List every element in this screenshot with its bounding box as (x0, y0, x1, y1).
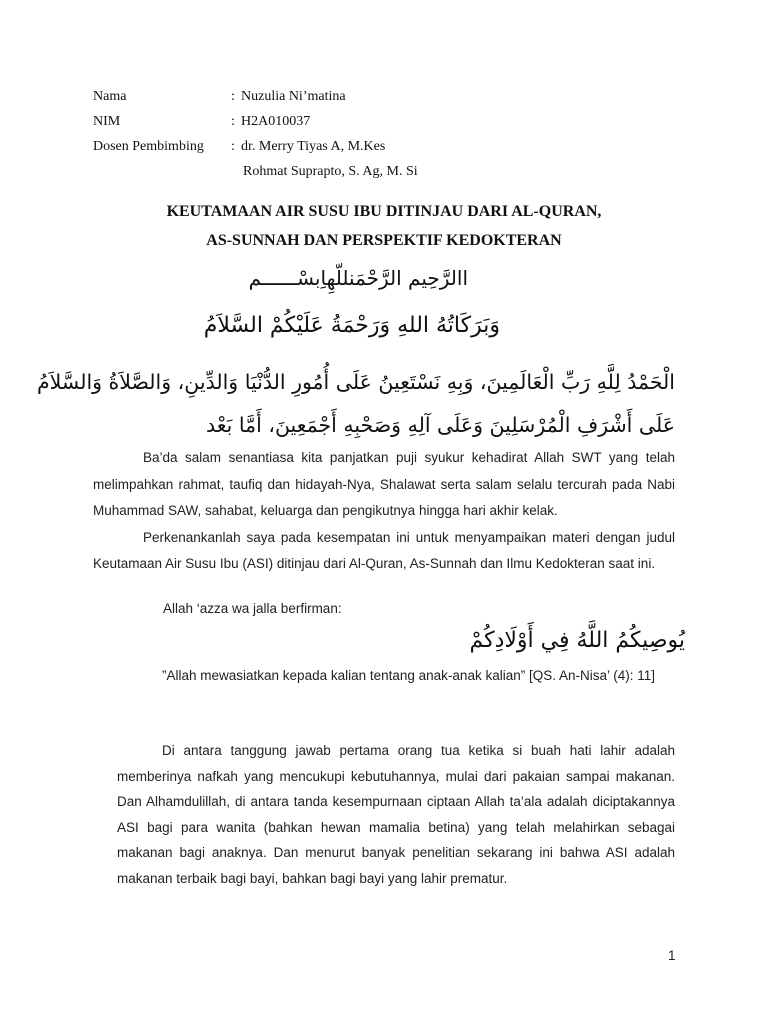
verse-translation-text: ”Allah mewasiatkan kepada kalian tentang anak-anak kalian” [QS. An-Nisa’ (4): 11] (162, 668, 656, 683)
paragraph-4 (117, 738, 675, 892)
meta-value-nama: Nuzulia Ni’matina (241, 89, 346, 104)
arabic-basmalah: االرَّحِيم الرَّحْمَنللّهِاِبسْــــــم (248, 266, 468, 290)
paragraph-4-text: Di antara tanggung jawab pertama orang tua ketika si buah hati lahir adalah memberinya nafkah yang mencukupi kebutuhannya, mulai dari pakaian sampai makanan. Dan Alhamdulillah, di antara tanda kesempurnaan ciptaan Allah ta’ala adalah diciptakannya ASI bagi para wanita (bahkan hewan mamalia betina) yang telah melahirkan sebagai makanan bagi anaknya. Dan menurut banyak penelitian sekarang ini bahwa ASI adalah makanan terbaik bagi bayi, bahkan bagi bayi yang lahir prematur. (117, 743, 675, 886)
meta-value-nim: H2A010037 (241, 114, 311, 129)
meta-sep-nama: : (231, 89, 235, 104)
title-line-2: AS-SUNNAH DAN PERSPEKTIF KEDOKTERAN (206, 232, 562, 249)
meta-sep-nim: : (231, 114, 235, 129)
meta-label-nim: NIM (93, 114, 121, 129)
paragraph-1: Ba’da salam senantiasa kita panjatkan puji syukur kehadirat Allah SWT yang telah melimpahkan rahmat, taufiq dan hidayah-Nya, Shalawat serta salam selalu tercurah pada Nabi Muhammad SAW, sahabat, keluarga dan pengikutnya hingga hari akhir kelak. (93, 450, 675, 518)
arabic-salam: وَبَرَكَاتُهُ اللهِ وَرَحْمَةُ عَلَيْكُمْ السَّلاَمُ (203, 313, 500, 338)
meta-value-dosen: dr. Merry Tiyas A, M.Kes (241, 139, 386, 154)
meta-sep-dosen: : (231, 139, 235, 154)
meta-label-nama: Nama (93, 89, 127, 104)
page-number: 1 (668, 948, 676, 963)
meta-value-dosen-2: Rohmat Suprapto, S. Ag, M. Si (243, 164, 418, 179)
paragraph-3: Allah ‘azza wa jalla berfirman: (163, 601, 342, 616)
arabic-hamdalah-1: الْحَمْدُ لِلَّهِ رَبِّ الْعَالَمِينَ، وَبِهِ نَسْتَعِينُ عَلَى أُمُورِ الدُّنْيَا وَالدِّينِ، وَالصَّلاَةُ وَالسَّلاَمُ (36, 370, 675, 394)
title-line-1: KEUTAMAAN AIR SUSU IBU DITINJAU DARI AL-QURAN, (166, 203, 602, 220)
paragraph-2: Perkenankanlah saya pada kesempatan ini untuk menyampaikan materi dengan judul Keutamaan Air Susu Ibu (ASI) ditinjau dari Al-Quran, As-Sunnah dan Ilmu Kedokteran saat ini. (93, 529, 675, 571)
paragraph-opening (93, 445, 675, 578)
meta-label-dosen: Dosen Pembimbing (93, 139, 204, 154)
verse-translation (117, 664, 675, 688)
arabic-hamdalah-2: عَلَى أَشْرَفِ الْمُرْسَلِينَ وَعَلَى آلِهِ وَصَحْبِهِ أَجْمَعِينَ، أَمَّا بَعْد (206, 413, 675, 437)
arabic-verse: يُوصِيكُمُ اللَّهُ فِي أَوْلَادِكُمْ (469, 628, 685, 653)
